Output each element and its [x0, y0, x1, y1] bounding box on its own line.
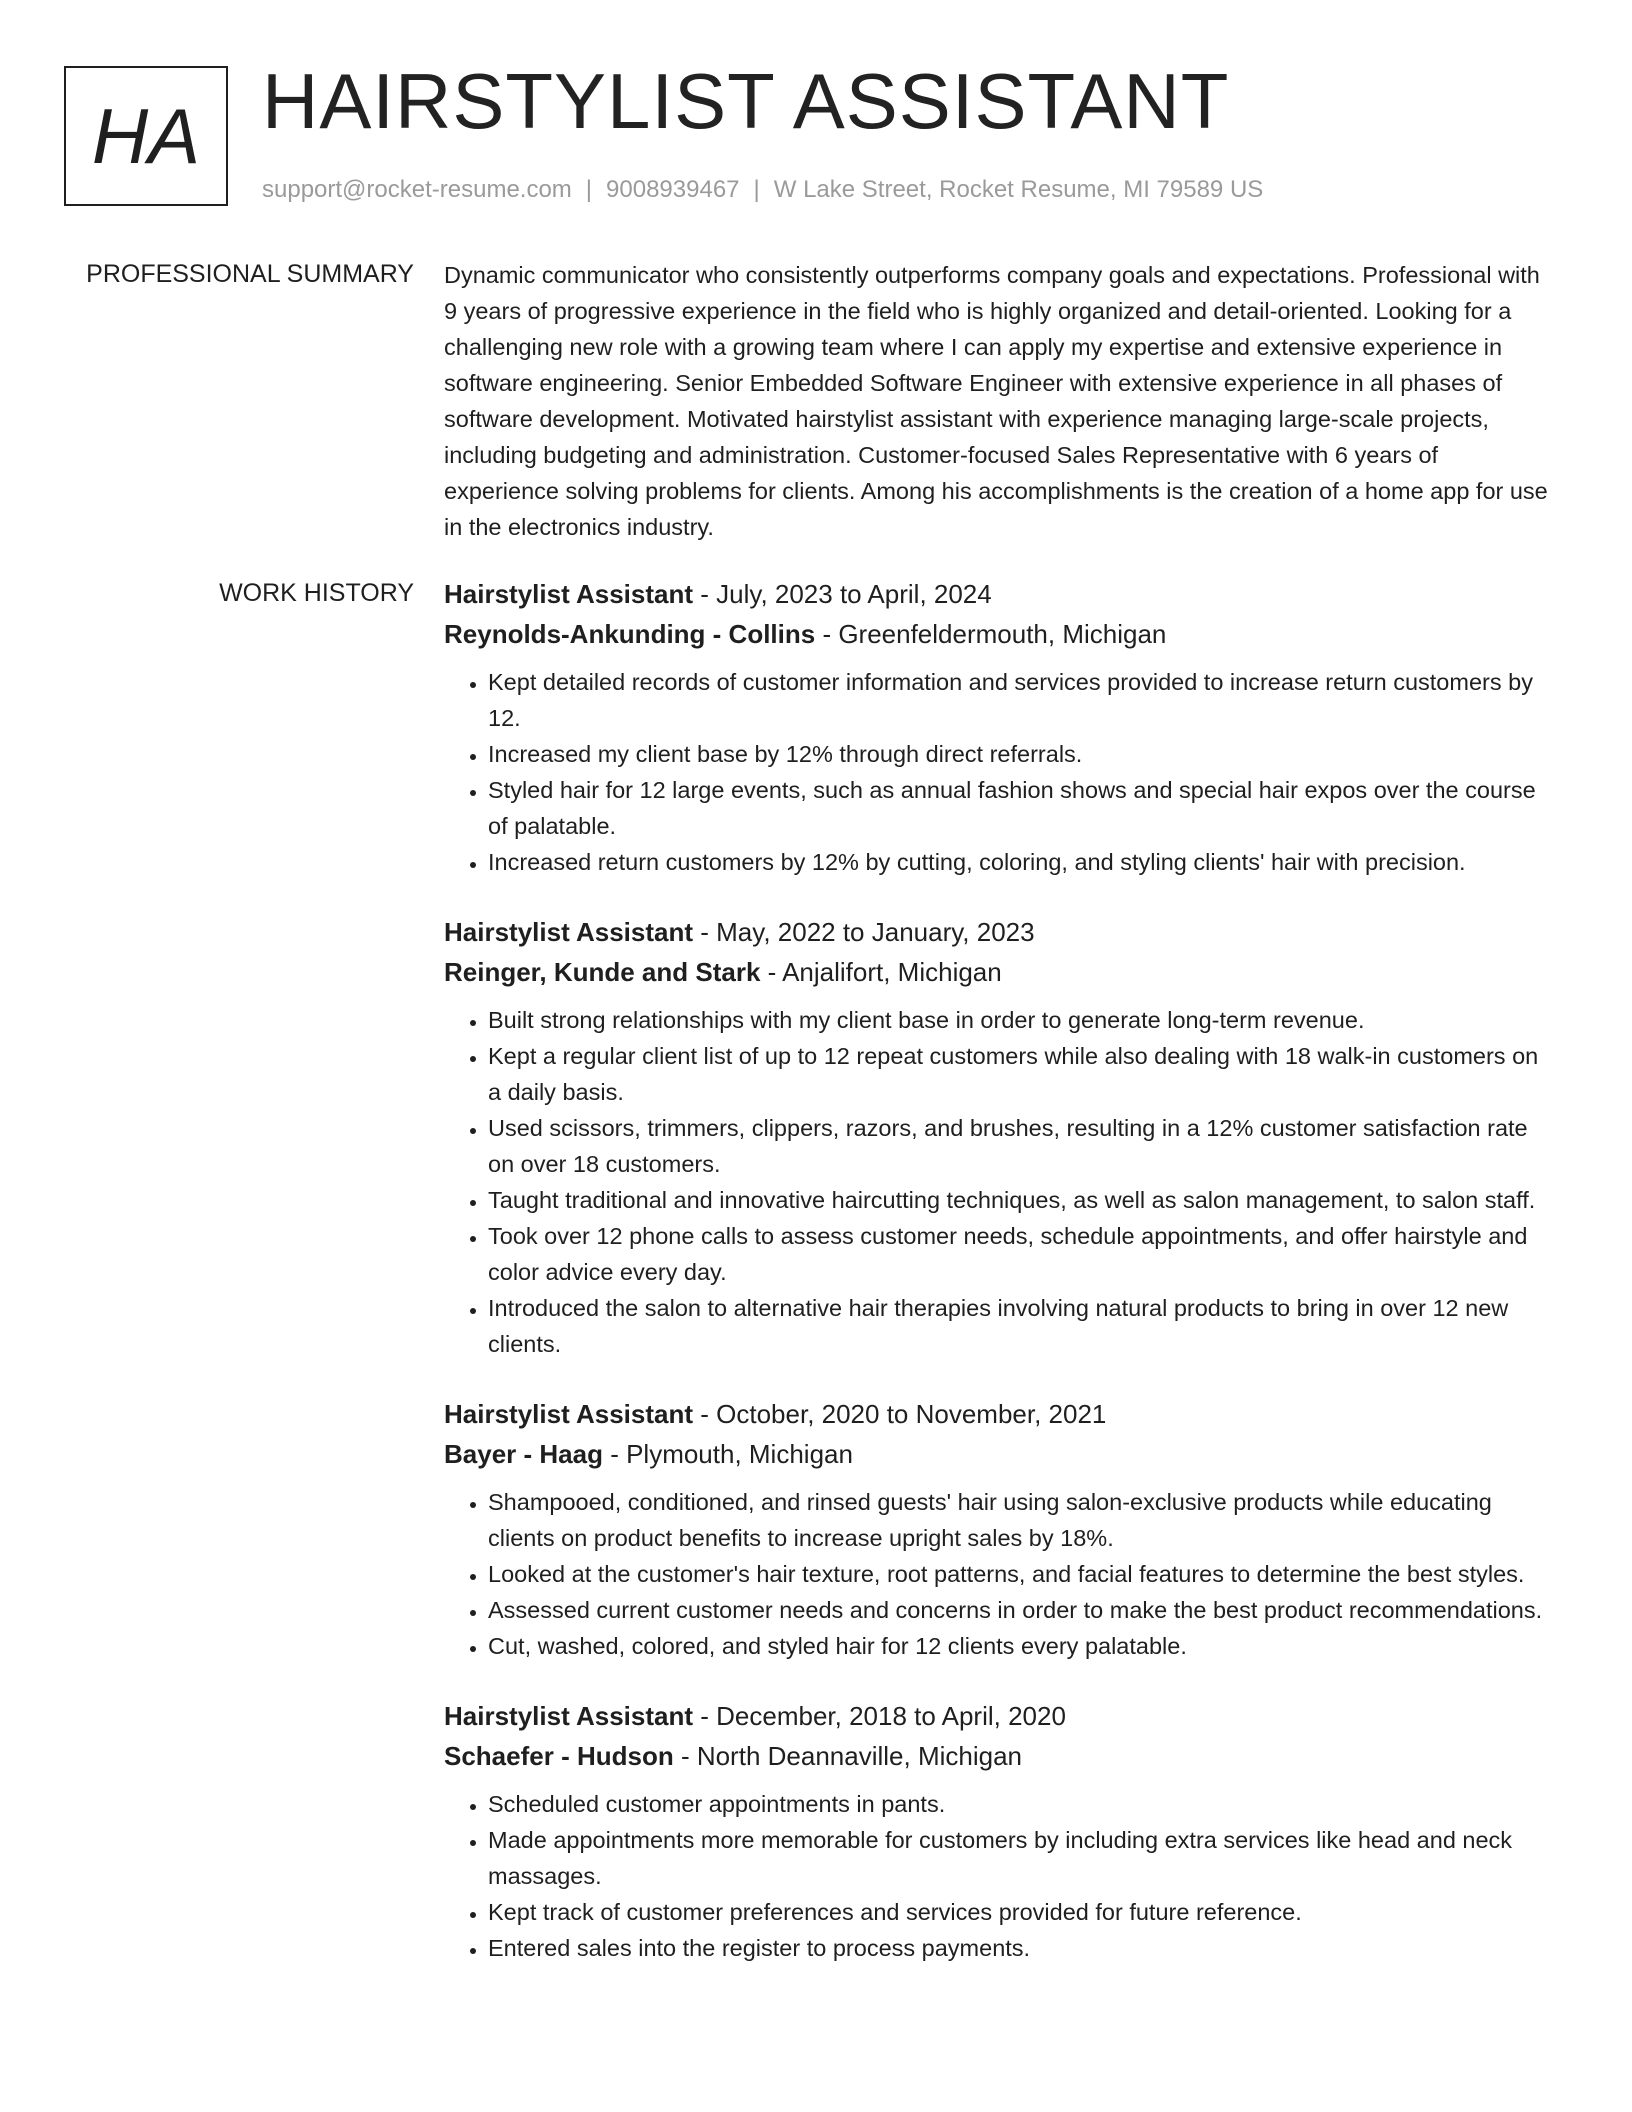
job-entry: [444, 1394, 1554, 1664]
job-company-line: [444, 952, 1554, 992]
contact-line: [262, 174, 1263, 206]
job-bullet: • Assessed current customer needs and concerns in order to make the best product recommendations.: [488, 1592, 1554, 1628]
contact-email[interactable]: support@rocket-resume.com: [262, 176, 572, 203]
job-location: - Greenfeldermouth, Michigan: [815, 619, 1167, 649]
job-bullet: • Looked at the customer's hair texture, root patterns, and facial features to determine the best styles.: [488, 1556, 1554, 1592]
job-title-line: [444, 1394, 1554, 1434]
job-company: Schaefer - Hudson: [444, 1741, 674, 1771]
job-location: - North Deannaville, Michigan: [673, 1741, 1022, 1771]
job-bullet: • Took over 12 phone calls to assess customer needs, schedule appointments, and offer hairstyle and color advice every day.: [488, 1218, 1554, 1290]
job-bullet: • Kept track of customer preferences and services provided for future reference.: [488, 1894, 1554, 1930]
job-company: Bayer - Haag: [444, 1439, 603, 1469]
job-title: Hairstylist Assistant: [444, 579, 694, 609]
job-title-line: [444, 1696, 1554, 1736]
job-bullet: • Cut, washed, colored, and styled hair for 12 clients every palatable.: [488, 1628, 1554, 1664]
contact-phone[interactable]: 9008939467: [606, 176, 740, 203]
job-bullets: [444, 1786, 1554, 1966]
job-bullet: • Made appointments more memorable for customers by including extra services like head and neck massages.: [488, 1822, 1554, 1894]
job-bullet: • Built strong relationships with my client base in order to generate long-term revenue.: [488, 1002, 1554, 1038]
job-bullets: [444, 1002, 1554, 1362]
job-dates: - October, 2020 to November, 2021: [693, 1399, 1107, 1429]
monogram-logo: HA: [64, 66, 228, 206]
section-label-summary: PROFESSIONAL SUMMARY: [86, 260, 414, 288]
job-bullet: • Increased my client base by 12% through direct referrals.: [488, 736, 1554, 772]
job-dates: - May, 2022 to January, 2023: [693, 917, 1035, 947]
job-bullet: • Increased return customers by 12% by cutting, coloring, and styling clients' hair with precision.: [488, 844, 1554, 880]
job-company-line: [444, 1434, 1554, 1474]
job-bullet: • Shampooed, conditioned, and rinsed guests' hair using salon-exclusive products while educating clients on product benefits to increase upright sales by 18%.: [488, 1484, 1554, 1556]
job-bullet: • Kept a regular client list of up to 12 repeat customers while also dealing with 18 walk-in customers on a daily basis.: [488, 1038, 1554, 1110]
job-entry: [444, 1696, 1554, 1966]
work-history-section: [444, 574, 1554, 1998]
job-company: Reynolds-Ankunding - Collins: [444, 619, 816, 649]
job-bullet: • Entered sales into the register to process payments.: [488, 1930, 1554, 1966]
summary-section: [444, 257, 1554, 545]
resume-title: HAIRSTYLIST ASSISTANT: [262, 57, 1230, 145]
job-title-line: [444, 574, 1554, 614]
job-bullet: • Taught traditional and innovative haircutting techniques, as well as salon management, to salon staff.: [488, 1182, 1554, 1218]
job-company-line: [444, 614, 1554, 654]
job-title: Hairstylist Assistant: [444, 1399, 694, 1429]
section-label-work-history: WORK HISTORY: [219, 579, 414, 607]
job-title-line: [444, 912, 1554, 952]
contact-separator: |: [753, 176, 760, 203]
job-bullet: • Kept detailed records of customer information and services provided to increase return customers by 12.: [488, 664, 1554, 736]
summary-text: Dynamic communicator who consistently outperforms company goals and expectations. Professional with 9 years of progressive experience in the field who is highly organized and detail-oriented. Looking for a challenging new role with a growing team where I can apply my expertise and extensive experience in software engineering. Senior Embedded Software Engineer with extensive experience in all phases of software development. Motivated hairstylist assistant with experience managing large-scale projects, including budgeting and administration. Customer-focused Sales Representative with 6 years of experience solving problems for clients. Among his accomplishments is the creation of a home app for use in the electronics industry.: [444, 262, 1548, 540]
job-title: Hairstylist Assistant: [444, 917, 694, 947]
job-location: - Anjalifort, Michigan: [760, 957, 1002, 987]
job-bullet: • Introduced the salon to alternative hair therapies involving natural products to bring in over 12 new clients.: [488, 1290, 1554, 1362]
job-bullet: • Used scissors, trimmers, clippers, razors, and brushes, resulting in a 12% customer satisfaction rate on over 18 customers.: [488, 1110, 1554, 1182]
job-dates: - December, 2018 to April, 2020: [693, 1701, 1066, 1731]
job-bullet: • Styled hair for 12 large events, such as annual fashion shows and special hair expos over the course of palatable.: [488, 772, 1554, 844]
job-title: Hairstylist Assistant: [444, 1701, 694, 1731]
contact-separator: |: [585, 176, 593, 203]
job-bullet: • Scheduled customer appointments in pants.: [488, 1786, 1554, 1822]
job-location: - Plymouth, Michigan: [602, 1439, 853, 1469]
job-company: Reinger, Kunde and Stark: [444, 957, 761, 987]
job-company-line: [444, 1736, 1554, 1776]
job-entry: [444, 574, 1554, 880]
job-entry: [444, 912, 1554, 1362]
job-dates: - July, 2023 to April, 2024: [693, 579, 992, 609]
contact-address: W Lake Street, Rocket Resume, MI 79589 US: [773, 176, 1264, 203]
job-bullets: [444, 1484, 1554, 1664]
job-bullets: [444, 664, 1554, 880]
